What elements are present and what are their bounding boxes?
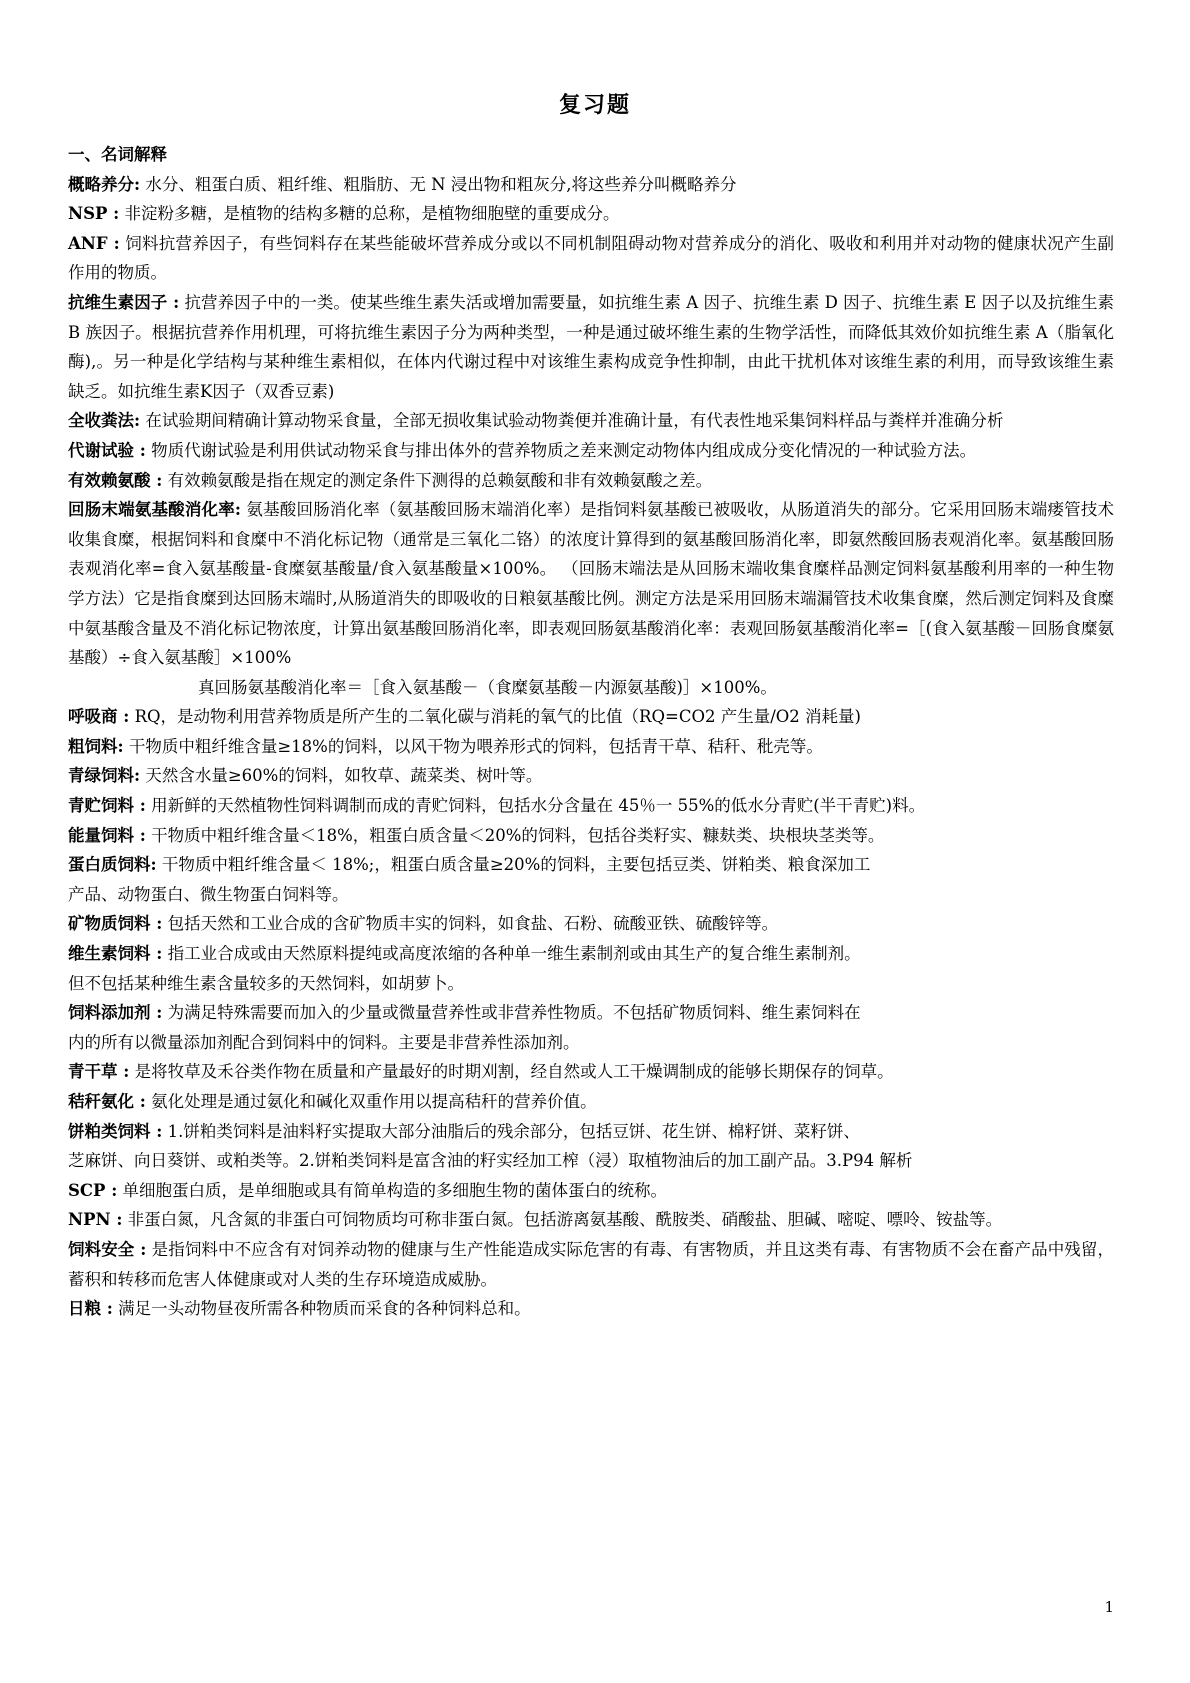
- glossary-term: 有效赖氨酸 :: [68, 470, 163, 490]
- glossary-term: 回肠末端氨基酸消化率:: [68, 500, 241, 520]
- glossary-definition: 在试验期间精确计算动物采食量，全部无损收集试验动物粪便并准确计量，有代表性地采集饲料样品与粪样并准确分析: [140, 411, 1004, 431]
- glossary-entry: [68, 732, 1114, 762]
- glossary-term: 抗维生素因子 :: [68, 292, 180, 312]
- glossary-definition: 天然含水量≥60%的饲料，如牧草、蔬菜类、树叶等。: [140, 766, 543, 786]
- glossary-term: SCP :: [68, 1180, 118, 1200]
- glossary-definition: 真回肠氨基酸消化率＝［食入氨基酸－（食糜氨基酸－内源氨基酸)］×100%。: [198, 677, 777, 697]
- glossary-entry: [68, 1176, 1114, 1206]
- glossary-term: 粗饲料:: [68, 736, 124, 756]
- glossary-entry: [68, 1205, 1114, 1235]
- glossary-term: 维生素饲料 :: [68, 944, 163, 964]
- glossary-definition: 干物质中粗纤维含量＜ 18%;，粗蛋白质含量≥20%的饲料，主要包括豆类、饼粕类、粮食深加工 产品、动物蛋白、微生物蛋白饲料等。: [68, 855, 871, 904]
- glossary-term: NPN :: [68, 1210, 123, 1230]
- glossary-term: 呼吸商 :: [68, 707, 130, 727]
- glossary-term: 能量饲料 :: [68, 825, 146, 845]
- glossary-term: 矿物质饲料 :: [68, 914, 163, 934]
- glossary-definition: 是将牧草及禾谷类作物在质量和产量最好的时期刈割，经自然或人工干燥调制成的能够长期保存的饲草。: [129, 1062, 894, 1082]
- glossary-definition: 抗营养因子中的一类。使某些维生素失活或增加需要量，如抗维生素 A 因子、抗维生素 D 因子、抗维生素 E 因子以及抗维生素 B 族因子。根据抗营养作用机理，可将抗维生素因子分为两种类型，一种是通过破坏维生素的生物学活性，而降低其效价如抗维生素 A（脂氧化酶),。另一种是化学结构与某种维生素相似，在体内代谢过程中对该维生素构成竞争性抑制，由此干扰机体对该维生素的利用，而导致该维生素缺乏。如抗维生素K因子（双香豆素): [68, 292, 1114, 401]
- glossary-definition: 物质代谢试验是利用供试动物采食与排出体外的营养物质之差来测定动物体内组成成分变化情况的一种试验方法。: [145, 440, 977, 460]
- glossary-entry: [68, 406, 1114, 436]
- glossary-term: 全收粪法:: [68, 411, 141, 431]
- glossary-entry: [68, 436, 1114, 466]
- glossary-entry: [68, 1117, 1114, 1176]
- glossary-entry: [68, 1057, 1114, 1087]
- glossary-entry: [68, 466, 1114, 496]
- glossary-term: 秸秆氨化 :: [68, 1092, 146, 1111]
- glossary-entry: [68, 288, 1114, 406]
- page-number: 1: [1104, 1598, 1114, 1616]
- glossary-definition: RQ，是动物利用营养物质是所产生的二氧化碳与消耗的氧气的比值（RQ=CO2 产生量/O2 消耗量): [129, 707, 861, 727]
- glossary-definition: 氨基酸回肠消化率（氨基酸回肠末端消化率）是指饲料氨基酸已被吸收，从肠道消失的部分。它采用回肠末端瘘管技术收集食糜，根据饲料和食糜中不消化标记物（通常是三氧化二铬）的浓度计算得到的氨基酸回肠消化率，即氨然酸回肠表观消化率。氨基酸回肠表观消化率=食入氨基酸量-食糜氨基酸量/食入氨基酸量×100%。 （回肠末端法是从回肠末端收集食糜样品测定饲料氨基酸利用率的一种生物学方法）它是指食糜到达回肠末端时,从肠道消失的即吸收的日粮氨基酸比例。测定方法是采用回肠末端漏管技术收集食糜，然后测定饲料及食糜中氨基酸含量及不消化标记物浓度，计算出氨基酸回肠消化率，即表观回肠氨基酸消化率：表观回肠氨基酸消化率=［(食入氨基酸－回肠食糜氨基酸）÷食入氨基酸］×100%: [68, 500, 1115, 668]
- glossary-term: 饼粕类饲料 :: [68, 1121, 163, 1141]
- glossary-definition: 用新鲜的天然植物性饲料调制而成的青贮饲料，包括水分含量在 45％一 55%的低水分青贮(半干青贮)料。: [145, 796, 926, 816]
- glossary-term: 饲料添加剂 :: [68, 1003, 163, 1023]
- glossary-term: ANF :: [68, 233, 120, 253]
- glossary-definition: 氨化处理是通过氨化和碱化双重作用以提高秸秆的营养价值。: [145, 1092, 597, 1111]
- page-title: 复习题: [558, 92, 631, 118]
- glossary-term: 青绿饲料:: [68, 766, 141, 786]
- glossary-entry: [68, 850, 1114, 909]
- glossary-entry: [68, 170, 1114, 200]
- glossary-term: NSP :: [68, 204, 120, 224]
- glossary-definition: 指工业合成或由天然原料提纯或高度浓缩的各种单一维生素制剂或由其生产的复合维生素制剂。 但不包括某种维生素含量较多的天然饲料，如胡萝卜。: [68, 944, 861, 993]
- glossary-term: 青贮饲料 :: [68, 796, 146, 816]
- document-body: [68, 140, 1114, 1324]
- glossary-list: [68, 170, 1114, 1324]
- glossary-definition: 饲料抗营养因子，有些饲料存在某些能破坏营养成分或以不同机制阻碍动物对营养成分的消化、吸收和利用并对动物的健康状况产生副作用的物质。: [68, 233, 1114, 283]
- glossary-term: 饲料安全 :: [68, 1239, 147, 1259]
- glossary-entry: [68, 673, 1114, 703]
- glossary-term: 蛋白质饲料:: [68, 855, 157, 875]
- glossary-entry: [68, 495, 1114, 673]
- glossary-entry: [68, 821, 1114, 851]
- glossary-entry: [68, 791, 1114, 821]
- glossary-definition: 有效赖氨酸是指在规定的测定条件下测得的总赖氨酸和非有效赖氨酸之差。: [162, 470, 713, 490]
- glossary-definition: 干物质中粗纤维含量＜18%，粗蛋白质含量＜20%的饲料，包括谷类籽实、糠麸类、块根块茎类等。: [145, 825, 885, 845]
- glossary-entry: [68, 909, 1114, 939]
- glossary-entry: [68, 199, 1114, 229]
- glossary-definition: 是指饲料中不应含有对饲养动物的健康与生产性能造成实际危害的有毒、有害物质，并且这类有毒、有害物质不会在畜产品中残留，蓄积和转移而危害人体健康或对人类的生存环境造成威胁。: [68, 1239, 1114, 1289]
- glossary-entry: [68, 998, 1114, 1057]
- glossary-definition: 干物质中粗纤维含量≥18%的饲料，以风干物为喂养形式的饲料，包括青干草、秸秆、秕壳等。: [123, 736, 823, 756]
- glossary-definition: 水分、粗蛋白质、粗纤维、粗脂肪、无 N 浸出物和粗灰分,将这些养分叫概略养分: [140, 174, 737, 194]
- section-heading: 一、名词解释: [68, 145, 167, 164]
- glossary-definition: 非蛋白氮，凡含氮的非蛋白可饲物质均可称非蛋白氮。包括游离氨基酸、酰胺类、硝酸盐、胆碱、嘧啶、嘌呤、铵盐等。: [122, 1210, 1003, 1230]
- glossary-entry: [68, 702, 1114, 732]
- glossary-entry: [68, 1294, 1114, 1324]
- glossary-entry: [68, 1087, 1114, 1117]
- glossary-term: 日粮 :: [68, 1299, 113, 1319]
- glossary-entry: [68, 1235, 1114, 1294]
- glossary-definition: 为满足特殊需要而加入的少量或微量营养性或非营养性物质。不包括矿物质饲料、维生素饲料在 内的所有以微量添加剂配合到饲料中的饲料。主要是非营养性添加剂。: [68, 1003, 861, 1052]
- glossary-term: 青干草 :: [68, 1062, 130, 1082]
- glossary-definition: 1.饼粕类饲料是油料籽实提取大部分油脂后的残余部分，包括豆饼、花生饼、棉籽饼、菜籽饼、 芝麻饼、向日葵饼、或粕类等。2.饼粕类饲料是富含油的籽实经加工榨（浸）取植物油后的加工副产品。3.P94 解析: [68, 1121, 913, 1171]
- glossary-entry: [68, 761, 1114, 791]
- glossary-definition: 满足一头动物昼夜所需各种物质而采食的各种饲料总和。: [112, 1299, 531, 1319]
- glossary-entry: [68, 939, 1114, 998]
- glossary-definition: 包括天然和工业合成的含矿物质丰实的饲料，如食盐、石粉、硫酸亚铁、硫酸锌等。: [162, 914, 779, 934]
- glossary-term: 概略养分:: [68, 174, 141, 194]
- glossary-entry: [68, 229, 1114, 288]
- glossary-term: 代谢试验 :: [68, 440, 146, 460]
- glossary-definition: 非淀粉多糖，是植物的结构多糖的总称，是植物细胞壁的重要成分。: [119, 204, 620, 224]
- glossary-definition: 单细胞蛋白质，是单细胞或具有简单构造的多细胞生物的菌体蛋白的统称。: [117, 1180, 668, 1200]
